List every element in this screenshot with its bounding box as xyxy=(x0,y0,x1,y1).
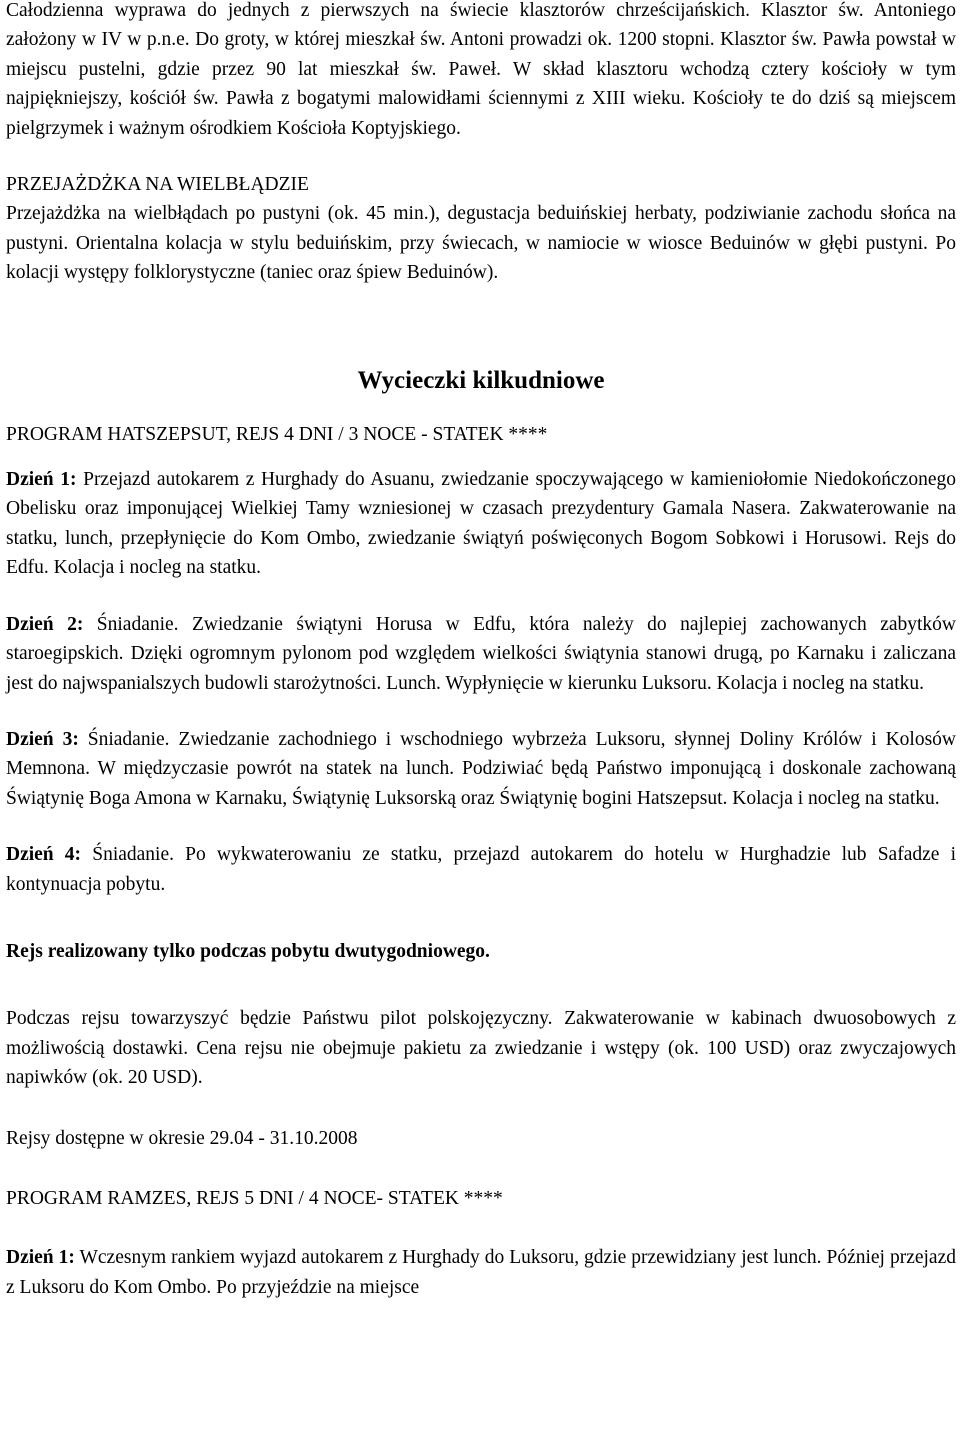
cruise-availability: Rejsy dostępne w okresie 29.04 - 31.10.2008 xyxy=(6,1127,358,1149)
hatszepsut-heading: PROGRAM HATSZEPSUT, REJS 4 DNI / 3 NOCE - STATEK **** xyxy=(6,423,548,445)
day-text: Śniadanie. Zwiedzanie zachodniego i wschodniego wybrzeża Luksoru, słynnej Doliny Królów i Kolosów Memnona. W międzyczasie powrót na statek na lunch. Podziwiać będą Państwo imponującą i doskonale zachowaną Świątynię Boga Amona w Karnaku, Świątynię Luksorską oraz Świątynię bogini Hatszepsut. Kolacja i nocleg na statku. xyxy=(6,728,956,809)
day-label: Dzień 4: xyxy=(6,844,82,866)
day-label: Dzień 1: xyxy=(6,1247,75,1269)
hatszepsut-day-4 xyxy=(6,840,956,899)
camel-ride-paragraph: Przejażdżka na wielbłądach po pustyni (ok. 45 min.), degustacja beduińskiej herbaty, podziwianie zachodu słońca na pustyni. Orientalna kolacja w stylu beduińskim, przy świecach, w namiocie w wiosce Beduinów w głębi pustyni. Po kolacji występy folklorystyczne (taniec oraz śpiew Beduinów). xyxy=(6,203,956,284)
day-label: Dzień 2: xyxy=(6,613,84,635)
intro-paragraph: Całodzienna wyprawa do jednych z pierwszych na świecie klasztorów chrześcijańskich. Klasztor św. Antoniego założony w IV w p.n.e. Do groty, w której mieszkał św. Antoni prowadzi ok. 1200 stopni. Klasztor św. Pawła powstał w miejscu pustelni, gdzie przez 90 lat mieszkał św. Paweł. W skład klasztoru wchodzą cztery kościoły w tym najpiękniejszy, kościół św. Pawła z bogatymi malowidłami ściennymi z XIII wieku. Kościoły te do dziś są miejscem pielgrzymek i ważnym ośrodkiem Kościoła Koptyjskiego. xyxy=(6,0,956,139)
camel-ride-heading: PRZEJAŻDŻKA NA WIELBŁĄDZIE xyxy=(6,174,309,196)
ramzes-heading: PROGRAM RAMZES, REJS 5 DNI / 4 NOCE- STATEK **** xyxy=(6,1187,503,1209)
cruise-notice: Rejs realizowany tylko podczas pobytu dwutygodniowego. xyxy=(6,940,490,962)
hatszepsut-day-2 xyxy=(6,610,956,698)
day-label: Dzień 3: xyxy=(6,728,79,750)
cruise-info-paragraph: Podczas rejsu towarzyszyć będzie Państwu pilot polskojęzyczny. Zakwaterowanie w kabinach dwuosobowych z możliwością dostawki. Cena rejsu nie obejmuje pakietu za zwiedzanie i wstępy (ok. 100 USD) oraz zwyczajowych napiwków (ok. 20 USD). xyxy=(6,1008,956,1089)
ramzes-day-1 xyxy=(6,1243,956,1302)
day-text: Śniadanie. Zwiedzanie świątyni Horusa w Edfu, która należy do najlepiej zachowanych zabytków staroegipskich. Dzięki ogromnym pylonom pod względem wielkości świątynia stanowi drugą, po Karnaku i zaliczana jest do najwspanialszych budowli starożytności. Lunch. Wypłynięcie w kierunku Luksoru. Kolacja i nocleg na statku. xyxy=(6,613,957,694)
hatszepsut-day-1 xyxy=(6,465,956,583)
day-text: Wczesnym rankiem wyjazd autokarem z Hurghady do Luksoru, gdzie przewidziany jest lunch. Później przejazd z Luksoru do Kom Ombo. Po przyjeździe na miejsce xyxy=(6,1247,956,1298)
hatszepsut-day-3 xyxy=(6,725,956,813)
document-page xyxy=(6,0,956,1302)
day-label: Dzień 1: xyxy=(6,469,77,491)
section-title: Wycieczki kilkudniowe xyxy=(357,366,605,394)
day-text: Przejazd autokarem z Hurghady do Asuanu, zwiedzanie spoczywającego w kamieniołomie Niedokończonego Obelisku oraz imponującej Wielkiej Tamy wzniesionej w czasach prezydentury Gamala Nasera. Zakwaterowanie na statku, lunch, przepłynięcie do Kom Ombo, zwiedzanie świątyń poświęconych Bogom Sobkowi i Horusowi. Rejs do Edfu. Kolacja i nocleg na statku. xyxy=(6,469,956,579)
day-text: Śniadanie. Po wykwaterowaniu ze statku, przejazd autokarem do hotelu w Hurghadzie lub Safadze i kontynuacja pobytu. xyxy=(6,844,956,895)
